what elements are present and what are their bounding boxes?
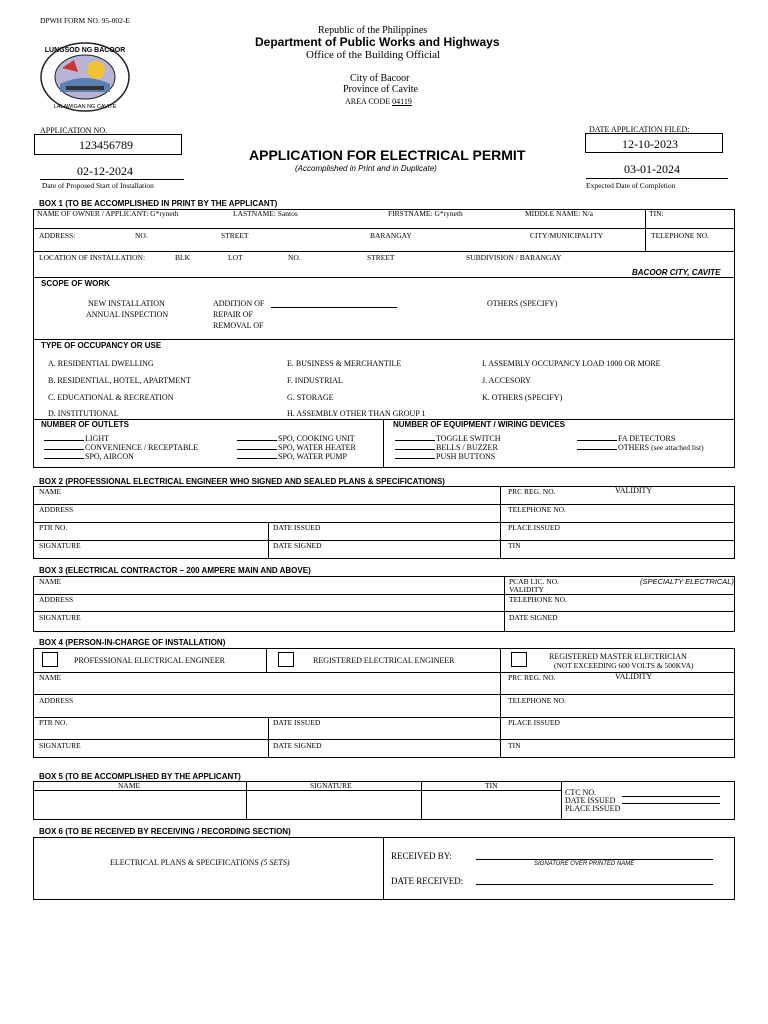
date-filed-field[interactable]: 12-10-2023	[585, 133, 723, 153]
office-name: Office of the Building Official	[306, 49, 441, 61]
box5-ctc[interactable]: CTC NO.	[565, 788, 597, 797]
owner-name-label: NAME OF OWNER / APPLICANT: G*ryneth	[37, 209, 179, 218]
box3-date-signed[interactable]: DATE SIGNED	[509, 613, 558, 622]
box4-ptr[interactable]: PTR NO.	[39, 718, 68, 727]
box5-name[interactable]: NAME	[118, 781, 141, 790]
form-number: DPWH FORM NO. 95-002-E	[40, 16, 130, 25]
date-received-line[interactable]	[476, 884, 713, 885]
box3-signature[interactable]: SIGNATURE	[39, 613, 81, 622]
occupancy-i[interactable]: I. ASSEMBLY OCCUPANCY LOAD 1000 OR MORE	[482, 359, 661, 368]
box4-date-signed[interactable]: DATE SIGNED	[273, 741, 322, 750]
middlename-label: MIDDLE NAME: N/a	[525, 209, 593, 218]
box5-tin[interactable]: TIN	[485, 781, 498, 790]
outlets-title: NUMBER OF OUTLETS	[41, 420, 129, 429]
location-label: LOCATION OF INSTALLATION:	[39, 253, 146, 262]
outlet-convenience[interactable]: CONVENIENCE / RECEPTABLE	[44, 441, 198, 452]
scope-title: SCOPE OF WORK	[41, 279, 110, 288]
outlet-water-pump[interactable]: SPO, WATER PUMP	[237, 450, 347, 461]
application-no-field[interactable]: 123456789	[34, 134, 182, 155]
box3-address[interactable]: ADDRESS	[39, 595, 74, 604]
rme-label: REGISTERED MASTER ELECTRICIAN	[549, 652, 687, 661]
box4-date-issued[interactable]: DATE ISSUED	[273, 718, 321, 727]
box2-ptr[interactable]: PTR NO.	[39, 523, 68, 532]
occupancy-title: TYPE OF OCCUPANCY OR USE	[41, 341, 162, 350]
address-telephone-label: TELEPHONE NO.	[651, 231, 709, 240]
box4-tin[interactable]: TIN	[508, 741, 521, 750]
box3-pcab[interactable]: PCAB LIC. NO.	[509, 577, 560, 586]
address-street-label: STREET	[221, 231, 249, 240]
occupancy-h[interactable]: H. ASSEMBLY OTHER THAN GROUP 1	[287, 409, 426, 418]
lastname-label: LASTNAME: Santos	[233, 209, 298, 218]
box6	[33, 837, 735, 900]
box4-validity[interactable]: VALIDITY	[615, 672, 653, 681]
republic-text: Republic of the Philippines	[318, 25, 428, 36]
box1-title: BOX 1 (TO BE ACCOMPLISHED IN PRINT BY THE APPLICANT)	[39, 199, 278, 208]
start-date[interactable]: 02-12-2024	[77, 164, 133, 178]
city-name: City of Bacoor	[350, 73, 410, 84]
box5-title: BOX 5 (TO BE ACCOMPLISHED BY THE APPLICANT)	[39, 772, 241, 781]
address-barangay-label: BARANGAY	[370, 231, 412, 240]
location-no-label: NO.	[288, 253, 301, 262]
scope-addition-line[interactable]	[271, 307, 397, 308]
outlet-water-heater[interactable]: SPO, WATER HEATER	[237, 441, 356, 452]
equip-bells[interactable]: BELLS / BUZZER	[395, 441, 498, 452]
province-name: Province of Cavite	[343, 84, 418, 95]
form-subtitle: (Accomplished in Print and in Duplicate)	[295, 164, 437, 173]
box2-tin[interactable]: TIN	[508, 541, 521, 550]
box3-name[interactable]: NAME	[39, 577, 62, 586]
location-lot-label: LOT	[228, 253, 243, 262]
seal-text-top: LUNGSOD NG BACOOR	[44, 47, 126, 54]
occupancy-d[interactable]: D. INSTITUTIONAL	[48, 409, 119, 418]
box2-telephone[interactable]: TELEPHONE NO.	[508, 505, 566, 514]
location-subdivision-label: SUBDIVISION / BARANGAY	[466, 253, 562, 262]
occupancy-a[interactable]: A. RESIDENTIAL DWELLING	[48, 359, 154, 368]
box4-prc[interactable]: PRC REG. NO.	[508, 673, 556, 682]
box2-address[interactable]: ADDRESS	[39, 505, 74, 514]
box3	[33, 576, 735, 632]
box6-title: BOX 6 (TO BE RECEIVED BY RECEIVING / RECORDING SECTION)	[39, 827, 291, 836]
application-no-label: APPLICATION NO.	[40, 126, 108, 135]
box2-place-issued[interactable]: PLACE ISSUED	[508, 523, 560, 532]
location-value[interactable]: BACOOR CITY, CAVITE	[632, 268, 721, 277]
occupancy-k[interactable]: K. OTHERS (SPECIFY)	[482, 393, 563, 402]
box2-validity[interactable]: VALIDITY	[615, 486, 653, 495]
seal-text-bottom: LALAWIGAN NG CAVITE	[53, 104, 117, 110]
box2-title: BOX 2 (PROFESSIONAL ELECTRICAL ENGINEER WHO SIGNED AND SEALED PLANS & SPECIFICATIONS)	[39, 477, 445, 486]
form-title: APPLICATION FOR ELECTRICAL PERMIT	[249, 147, 526, 163]
department-name: Department of Public Works and Highways	[255, 35, 500, 49]
equip-others[interactable]: OTHERS (see attached list)	[577, 441, 704, 452]
completion-date[interactable]: 03-01-2024	[624, 162, 680, 176]
outlet-cooking[interactable]: SPO, COOKING UNIT	[237, 432, 355, 443]
ree-checkbox[interactable]	[278, 652, 294, 667]
location-blk-label: BLK	[175, 253, 190, 262]
occupancy-b[interactable]: B. RESIDENTIAL, HOTEL, APARTMENT	[48, 376, 191, 385]
box2-signature[interactable]: SIGNATURE	[39, 541, 81, 550]
rme-checkbox[interactable]	[511, 652, 527, 667]
box4-signature[interactable]: SIGNATURE	[39, 741, 81, 750]
box6-date-received: DATE RECEIVED:	[391, 876, 464, 886]
occupancy-e[interactable]: E. BUSINESS & MERCHANTILE	[287, 359, 402, 368]
area-code: AREA CODE 04119	[345, 97, 412, 106]
box4-title: BOX 4 (PERSON-IN-CHARGE OF INSTALLATION)	[39, 638, 226, 647]
scope-annual-inspection[interactable]: ANNUAL INSPECTION	[86, 310, 169, 319]
box6-received-by: RECEIVED BY:	[391, 851, 452, 861]
scope-others[interactable]: OTHERS (SPECIFY)	[487, 299, 558, 308]
occupancy-g[interactable]: G. STORAGE	[287, 393, 334, 402]
tin-label: TIN:	[649, 209, 664, 218]
outlet-aircon[interactable]: SPO, AIRCON	[44, 450, 134, 461]
scope-repair[interactable]: REPAIR OF	[213, 310, 253, 319]
city-seal-icon	[40, 42, 130, 112]
box2-date-signed[interactable]: DATE SIGNED	[273, 541, 322, 550]
pee-checkbox[interactable]	[42, 652, 58, 667]
scope-new-installation[interactable]: NEW INSTALLATION	[88, 299, 165, 308]
box3-title: BOX 3 (ELECTRICAL CONTRACTOR – 200 AMPERE MAIN AND ABOVE)	[39, 566, 311, 575]
received-by-line[interactable]	[476, 859, 713, 860]
box4-telephone[interactable]: TELEPHONE NO.	[508, 696, 566, 705]
box3-validity[interactable]: VALIDITY	[509, 585, 544, 594]
equipment-title: NUMBER OF EQUIPMENT / WIRING DEVICES	[393, 420, 566, 429]
start-date-label: Date of Proposed Start of Installation	[42, 181, 154, 190]
equip-push[interactable]: PUSH BUTTONS	[395, 450, 495, 461]
outlet-light[interactable]: LIGHT	[44, 432, 109, 443]
box4-place-issued[interactable]: PLACE ISSUED	[508, 718, 560, 727]
equip-fa-detectors[interactable]: FA DETECTORS	[577, 432, 675, 443]
address-no-label: NO.	[135, 231, 148, 240]
box3-telephone[interactable]: TELEPHONE NO.	[509, 595, 567, 604]
occupancy-f[interactable]: F. INDUSTRIAL	[287, 376, 343, 385]
scope-addition[interactable]: ADDITION OF	[213, 299, 265, 308]
completion-date-label: Expected Date of Completion	[586, 181, 676, 190]
box4-name[interactable]: NAME	[39, 673, 62, 682]
rme-note: (NOT EXCEEDING 600 VOLTS & 500KVA)	[554, 661, 694, 670]
equip-toggle[interactable]: TOGGLE SWITCH	[395, 432, 501, 443]
location-street-label: STREET	[367, 253, 395, 262]
box5-date-issued[interactable]: DATE ISSUED	[565, 796, 616, 805]
box5-place-issued[interactable]: PLACE ISSUED	[565, 804, 621, 813]
pee-label: PROFESSIONAL ELECTRICAL ENGINEER	[74, 656, 225, 665]
box4-address[interactable]: ADDRESS	[39, 696, 74, 705]
occupancy-j[interactable]: J. ACCESORY	[482, 376, 531, 385]
box2-date-issued[interactable]: DATE ISSUED	[273, 523, 321, 532]
firstname-label: FIRSTNAME: G*ryneth	[388, 209, 463, 218]
address-label: ADDRESS:	[39, 231, 76, 240]
address-city-label: CITY/MUNICIPALITY	[530, 231, 604, 240]
scope-removal[interactable]: REMOVAL OF	[213, 321, 264, 330]
box6-signature-note: SIGNATURE OVER PRINTED NAME	[534, 861, 635, 867]
box5-signature[interactable]: SIGNATURE	[310, 781, 352, 790]
occupancy-c[interactable]: C. EDUCATIONAL & RECREATION	[48, 393, 174, 402]
box2-name[interactable]: NAME	[39, 487, 62, 496]
box2-prc[interactable]: PRC REG. NO.	[508, 487, 556, 496]
ree-label: REGISTERED ELECTRICAL ENGINEER	[313, 656, 455, 665]
box6-plans: ELECTRICAL PLANS & SPECIFICATIONS (5 SETS)	[110, 858, 290, 867]
date-filed-label: DATE APPLICATION FILED:	[589, 125, 690, 134]
box3-specialty: (SPECIALTY ELECTRICAL)	[640, 577, 734, 586]
